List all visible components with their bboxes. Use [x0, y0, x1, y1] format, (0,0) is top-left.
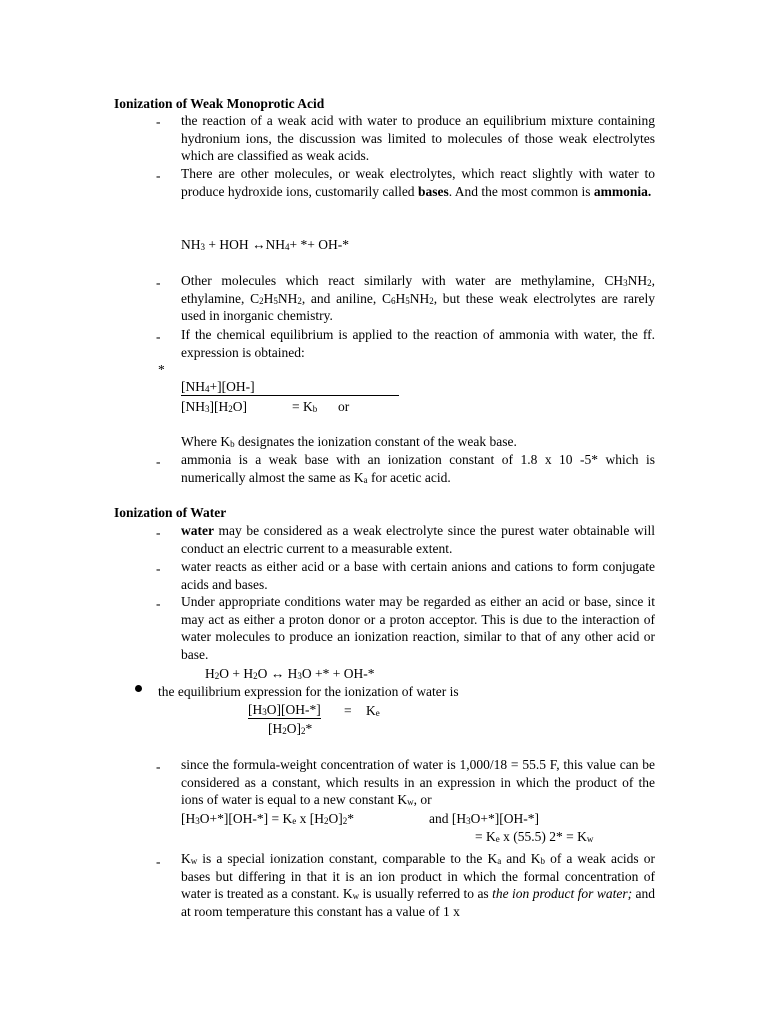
list-item: If the chemical equilibrium is applied to the reaction of ammonia with water, the ff. expression is obtained: [181, 327, 655, 360]
list-item: water may be considered as a weak electrolyte since the purest water obtainable will conduct an electric current to a measurable extent. [181, 523, 655, 556]
list-item: water reacts as either acid or a base with certain anions and cations to form conjugate acids and bases. [181, 559, 655, 592]
kb-fraction-numerator: $[NH_4+][OH-]$ [181, 379, 399, 396]
kw-expression: $[H_3O+*][OH-*] = K_e$ x $[H_2O]_2*$ [181, 811, 354, 826]
kw-and-expression: and $[H_3O+*][OH-*]$ [429, 811, 539, 826]
star-marker: * [158, 362, 165, 377]
list-item: There are other molecules, or weak electrolytes, which react slightly with water to produce hydroxide ions, customarily called bases. And the most common is ammonia. [181, 166, 655, 199]
list-item: Under appropriate conditions water may be regarded as either an acid or base, since it may act as either a proton donor or a proton acceptor. This is due to the interaction of water molecules to produce an ionization reaction, similar to that of any other acid or base. [181, 594, 655, 662]
section-title-weak-monoprotic-acid: Ionization of Weak Monoprotic Acid [114, 96, 325, 111]
dash-bullet: - [156, 525, 161, 540]
list-item: Other molecules which react similarly with water are methylamine, $CH_3NH_2$, ethylamine, $C_2H_5NH_2$, and aniline, $C_6H_5NH_2$, but these weak electrolytes are rarely used in inorganic chemistry. [181, 273, 656, 323]
list-item: since the formula-weight concentration of water is 1,000/18 = 55.5 F, this value can be considered as a constant, which results in an expression in which the product of the ions of water is equal to a new constant $K_w$, or [181, 757, 655, 807]
kb-or: or [338, 399, 350, 414]
list-item: $K_w$ is a special ionization constant, comparable to the $K_a$ and $K_b$ of a weak acids or bases but differing in that it is an ion product in which the formal concentration of water is treated as a constant. $K_w$ is usually referred to as the ion product for water; and at room temperature this constant has a value of 1 x [181, 851, 655, 919]
kb-definition: Where $K_b$ designates the ionization constant of the weak base. [181, 434, 517, 449]
dash-bullet: - [156, 596, 161, 611]
ke-constant: $K_e$ [366, 703, 380, 718]
dash-bullet: - [156, 114, 161, 129]
dash-bullet: - [156, 561, 161, 576]
dash-bullet: - [156, 329, 161, 344]
ke-fraction-denominator: $[H_2O]_2*$ [268, 721, 313, 736]
kb-equals: = $K_b$ [292, 399, 318, 414]
ammonia-equation: $NH_3$ + HOH $\leftrightarrow NH_4+ *+ OH-*$ [181, 237, 349, 252]
bullet-item: the equilibrium expression for the ionization of water is [158, 684, 459, 699]
dash-bullet: - [156, 454, 161, 469]
kw-result: = $K_e$ x (55.5) $2* = K_w$ [475, 829, 594, 844]
section-title-ionization-of-water: Ionization of Water [114, 505, 227, 520]
dash-bullet: - [156, 759, 161, 774]
kb-fraction-denominator: $[NH_3][H_2O]$ [181, 399, 247, 414]
dash-bullet: - [156, 854, 161, 869]
list-item: ammonia is a weak base with an ionization constant of 1.8 x 10 -5* which is numerically almost the same as $K_a$ for acetic acid. [181, 452, 655, 485]
ke-fraction-numerator: $[H_3O][OH-*]$ [248, 702, 321, 717]
list-item: the reaction of a weak acid with water to produce an equilibrium mixture containing hydronium ions, the discussion was limited to molecules of those weak electrolytes which are classified as weak acids. [181, 113, 655, 163]
dash-bullet: - [156, 168, 161, 183]
dash-bullet: - [156, 275, 161, 290]
ke-equals: = [344, 703, 352, 718]
round-bullet [135, 685, 142, 692]
water-ionization-equation: $H_2O + H_2O$ ↔ $H_3O$ +* + OH-* [205, 666, 375, 681]
